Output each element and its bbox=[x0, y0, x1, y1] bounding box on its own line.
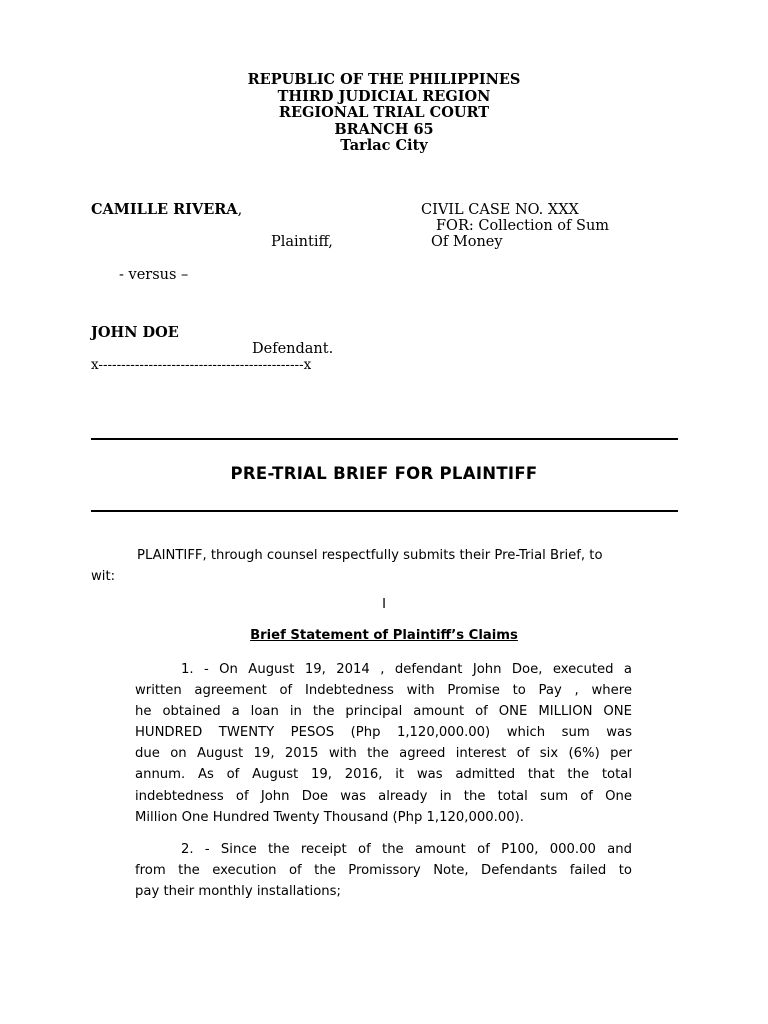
caption-separator: x---------------------------------------------x bbox=[91, 357, 312, 373]
plaintiff-comma: , bbox=[237, 202, 243, 218]
paragraph-2-line: from the execution of the Promissory Note, Defendants failed to bbox=[135, 863, 632, 879]
paragraph-1-line: Million One Hundred Twenty Thousand (Php 1,120,000.00). bbox=[135, 809, 524, 825]
document-title: PRE-TRIAL BRIEF FOR PLAINTIFF bbox=[230, 464, 538, 483]
paragraph-1 bbox=[135, 659, 632, 828]
header-court: REGIONAL TRIAL COURT bbox=[278, 104, 490, 121]
section-roman-numeral: I bbox=[382, 597, 386, 612]
case-nature-line1: FOR: Collection of Sum bbox=[436, 218, 610, 234]
header-city: Tarlac City bbox=[340, 137, 428, 154]
defendant-name: JOHN DOE bbox=[91, 324, 179, 341]
paragraph-2-line: 2. - Since the receipt of the amount of P100, 000.00 and bbox=[181, 842, 632, 857]
header-branch: BRANCH 65 bbox=[334, 120, 434, 138]
paragraph-1-line: he obtained a loan in the principal amount of ONE MILLION ONE bbox=[135, 704, 632, 720]
paragraph-1-line: annum. As of August 19, 2016, it was admitted that the total bbox=[135, 767, 632, 783]
paragraph-1-line: due on August 19, 2015 with the agreed interest of six (6%) per bbox=[135, 746, 632, 762]
versus-label: - versus – bbox=[119, 267, 189, 283]
title-bottom-rule bbox=[91, 510, 678, 512]
paragraph-1-line: written agreement of Indebtedness with Promise to Pay , where bbox=[135, 683, 632, 699]
paragraph-2-line: pay their monthly installations; bbox=[135, 884, 341, 900]
case-nature-line2: Of Money bbox=[431, 234, 503, 250]
section-heading: Brief Statement of Plaintiff’s Claims bbox=[250, 628, 518, 643]
paragraph-1-line: indebtedness of John Doe was already in the total sum of One bbox=[135, 788, 632, 804]
case-number: CIVIL CASE NO. XXX bbox=[421, 202, 579, 218]
intro-line-2: wit: bbox=[91, 568, 116, 584]
intro-paragraph bbox=[91, 546, 678, 587]
court-header bbox=[0, 72, 768, 155]
intro-line-1: PLAINTIFF, through counsel respectfully submits their Pre-Trial Brief, to bbox=[137, 548, 603, 563]
plaintiff-role: Plaintiff, bbox=[271, 234, 333, 250]
paragraph-1-line: 1. - On August 19, 2014 , defendant John Doe, executed a bbox=[181, 662, 632, 677]
defendant-role: Defendant. bbox=[252, 341, 334, 357]
paragraph-2 bbox=[135, 839, 632, 902]
plaintiff-name-line bbox=[91, 202, 242, 218]
plaintiff-name: CAMILLE RIVERA bbox=[91, 201, 238, 218]
paragraph-1-line: HUNDRED TWENTY PESOS (Php 1,120,000.00) which sum was bbox=[135, 725, 632, 741]
header-republic: REPUBLIC OF THE PHILIPPINES bbox=[247, 71, 521, 88]
title-top-rule bbox=[91, 438, 678, 440]
header-judicial-region: THIRD JUDICIAL REGION bbox=[277, 87, 491, 105]
